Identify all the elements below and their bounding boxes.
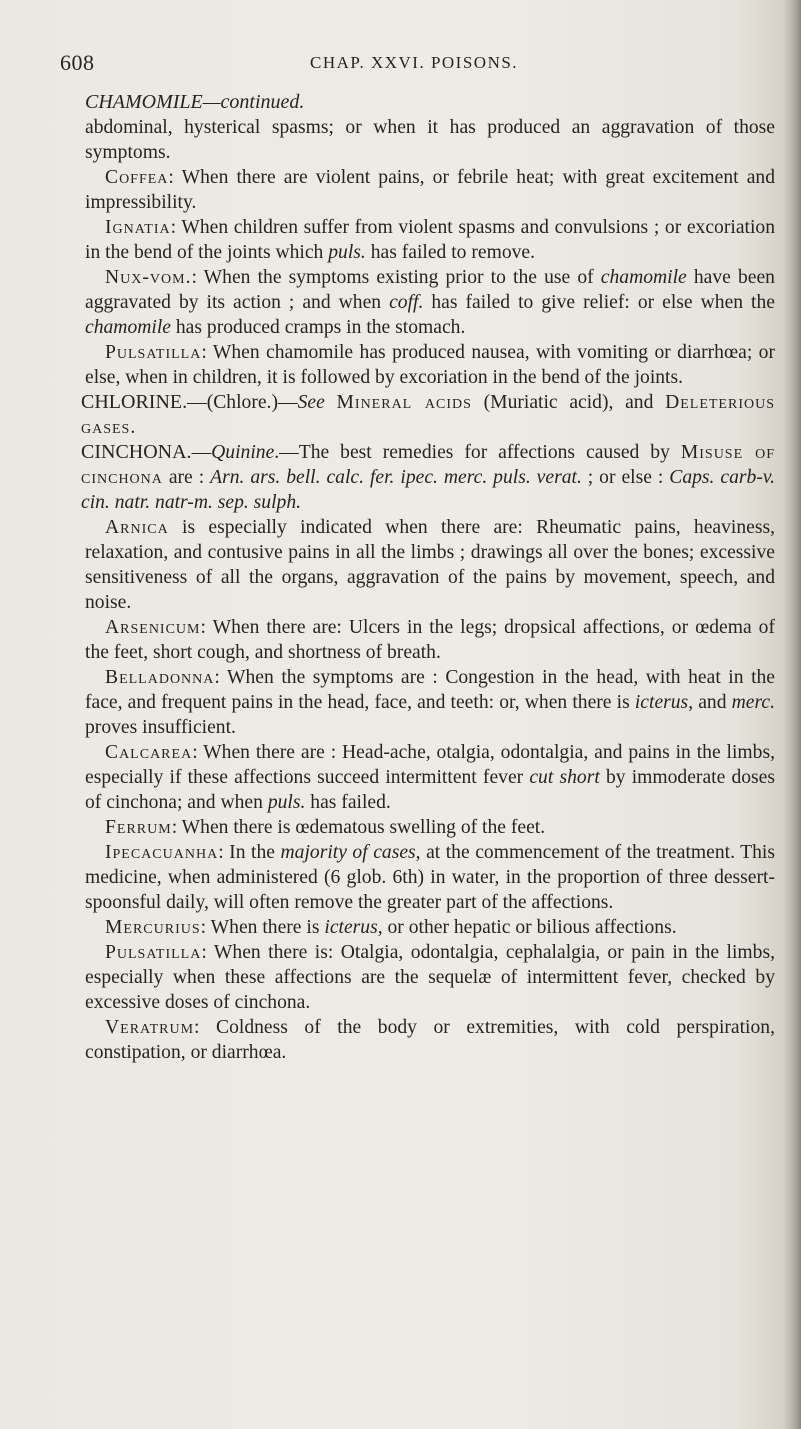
remedy-name: Veratrum [105, 1017, 195, 1038]
entry-coffea: Coffea: When there are violent pains, or febrile heat; with great excitement and impressibility. [85, 167, 775, 213]
entry-ferrum: Ferrum: When there is œdematous swelling of the feet. [105, 817, 546, 838]
remedy-name: Ignatia [105, 217, 171, 238]
remedy-name: Calcarea [105, 742, 193, 763]
remedy-name: Pulsatilla [105, 942, 202, 963]
paragraph-continuation: abdominal, hysterical spasms; or when it has produced an aggravation of those symptoms. [85, 117, 775, 163]
remedy-name: Coffea [105, 167, 169, 188]
entry-nux-vom: Nux-vom.: When the symptoms existing prior to the use of chamomile have been aggravated by its action ; and when coff. has failed to give relief: or else when the chamomile has produced cramps in the stomach. [85, 267, 775, 338]
entry-calcarea: Calcarea: When there are : Head-ache, otalgia, odontalgia, and pains in the limbs, especially if these affections succeed intermittent fever cut short by immoderate doses of cinchona; and when puls. has failed. [85, 742, 776, 813]
page-edge-shadow [783, 0, 801, 1429]
remedy-name: Pulsatilla [105, 342, 202, 363]
entry-cinchona: CINCHONA.—Quinine.—The best remedies for affections caused by Misuse of cinchona are : Arn. ars. bell. calc. fer. ipec. merc. puls. verat. ; or else : Caps. carb-v. cin. natr. natr-m. sep. sulph. [81, 441, 775, 513]
remedy-name: Mercurius [105, 917, 201, 938]
running-head: CHAP. XXVI. POISONS. [310, 53, 519, 72]
entry-pulsatilla-2: Pulsatilla: When there is: Otalgia, odontalgia, cephalalgia, or pain in the limbs, especially when these affections are the sequelæ of intermittent fever, checked by excessive doses of cinchona. [85, 942, 775, 1013]
section-heading-chlorine: CHLORINE. [81, 391, 188, 413]
entry-pulsatilla-1: Pulsatilla: When chamomile has produced nausea, with vomiting or diarrhœa; or else, when in children, it is followed by excoriation in the bend of the joints. [85, 342, 775, 388]
remedy-name: Belladonna [105, 667, 215, 688]
page-number: 608 [60, 50, 95, 75]
entry-ignatia: Ignatia: When children suffer from violent spasms and convulsions ; or excoriation in the bend of the joints which puls. has failed to remove. [85, 217, 775, 263]
remedy-name: Arsenicum [105, 617, 201, 638]
entry-veratrum: Veratrum: Coldness of the body or extremities, with cold perspiration, constipation, or diarrhœa. [85, 1017, 775, 1063]
entry-mercurius: Mercurius: When there is icterus, or other hepatic or bilious affections. [105, 917, 677, 938]
entry-belladonna: Belladonna: When the symptoms are : Congestion in the head, with heat in the face, and frequent pains in the head, face, and teeth: or, when there is icterus, and merc. proves insufficient. [85, 667, 775, 738]
entry-arsenicum: Arsenicum: When there are: Ulcers in the legs; dropsical affections, or œdema of the feet, short cough, and shortness of breath. [85, 617, 775, 663]
remedy-name: Nux-vom. [105, 267, 192, 288]
page-body [81, 90, 776, 1065]
continued-heading: CHAMOMILE—continued. [85, 91, 305, 113]
section-heading-cinchona: CINCHONA. [81, 441, 192, 463]
remedy-name: Ferrum [105, 817, 172, 838]
page-header [60, 50, 760, 80]
entry-arnica: Arnica is especially indicated when there are: Rheumatic pains, heaviness, relaxation, and contusive pains in all the limbs ; drawings all over the bones; excessive sensitiveness of all the organs, aggravation of the pains by movement, speech, and noise. [85, 517, 775, 613]
remedy-name: Ipecacuanha [105, 842, 219, 863]
remedy-name: Arnica [105, 517, 169, 538]
entry-ipecacuanha: Ipecacuanha: In the majority of cases, at the commencement of the treatment. This medicine, when administered (6 glob. 6th) in water, in the proportion of three dessert-spoonsful daily, will often remove the greater part of the affections. [85, 842, 775, 913]
entry-chlorine: CHLORINE.—(Chlore.)—See Mineral acids (Muriatic acid), and Deleterious gases. [81, 391, 775, 438]
